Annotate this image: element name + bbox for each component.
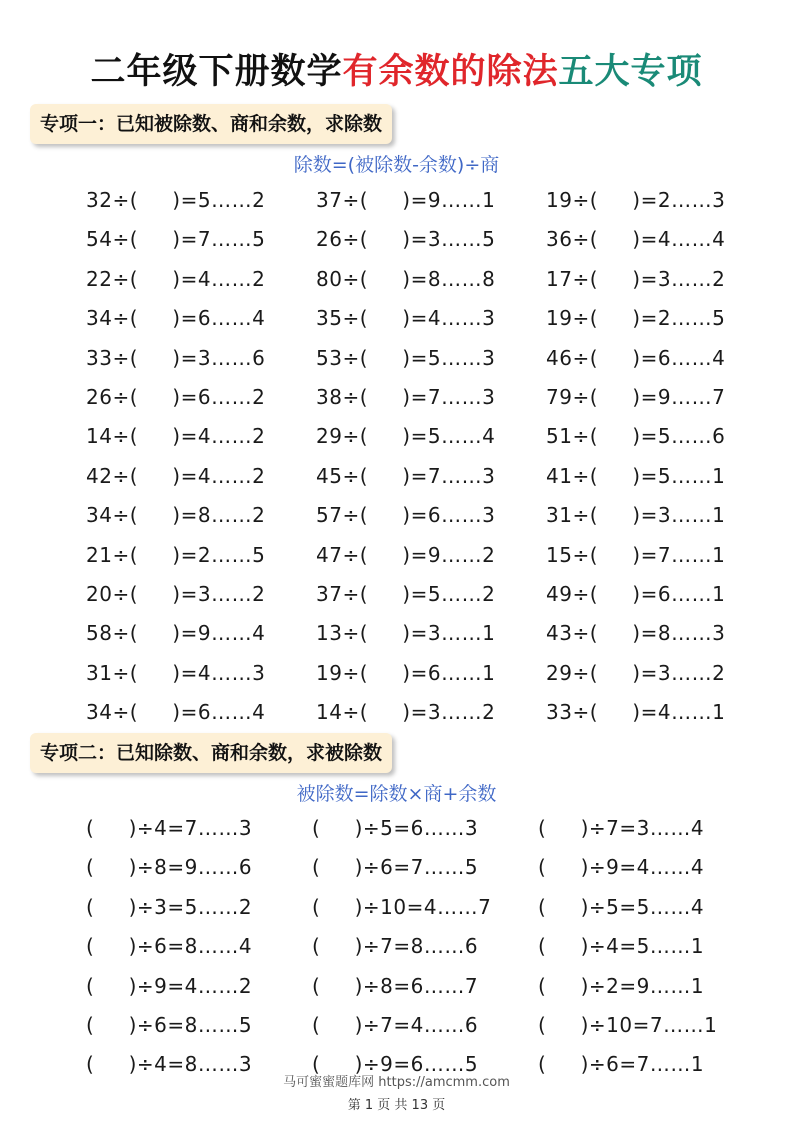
problem-item: ( )÷6=8……4: [86, 934, 253, 959]
problem-item: 41÷( )=5……1: [546, 463, 726, 488]
problem-item: 33÷( )=4……1: [546, 700, 726, 725]
problem-item: ( )÷8=6……7: [312, 973, 479, 998]
problem-item: ( )÷7=3……4: [538, 816, 705, 840]
problem-item: ( )÷2=9……1: [538, 973, 705, 998]
problem-item: 36÷( )=4……4: [546, 227, 726, 252]
problem-item: 46÷( )=6……4: [546, 345, 726, 370]
problem-item: 19÷( )=6……1: [316, 660, 496, 685]
problem-item: ( )÷7=8……6: [312, 934, 479, 959]
problem-item: ( )÷9=6……5: [312, 1052, 479, 1077]
problem-item: ( )÷10=4……7: [312, 894, 492, 919]
problem-item: 37÷( )=9……1: [316, 188, 496, 212]
problem-item: 21÷( )=2……5: [86, 542, 266, 567]
problem-item: ( )÷4=8……3: [86, 1052, 253, 1077]
problem-item: 19÷( )=2……3: [546, 188, 726, 212]
problem-item: ( )÷5=6……3: [312, 816, 479, 840]
problem-item: 33÷( )=3……6: [86, 345, 266, 370]
problem-item: ( )÷9=4……4: [538, 855, 705, 880]
problem-item: ( )÷3=5……2: [86, 894, 253, 919]
problem-item: ( )÷7=4……6: [312, 1013, 479, 1037]
problem-item: 37÷( )=5……2: [316, 582, 496, 606]
problem-row: [0, 543, 793, 573]
problem-item: 29÷( )=5……4: [316, 424, 496, 449]
problem-item: 47÷( )=9……2: [316, 542, 496, 567]
problem-item: ( )÷6=7……1: [538, 1052, 705, 1077]
problem-item: 53÷( )=5……3: [316, 345, 496, 370]
problem-item: 15÷( )=7……1: [546, 542, 726, 567]
title-part-topic: 有余数的除法: [342, 51, 559, 92]
problem-row: [0, 346, 793, 376]
problem-row: [0, 855, 793, 885]
problem-item: 58÷( )=9……4: [86, 621, 266, 646]
problem-item: 13÷( )=3……1: [316, 621, 496, 646]
problem-item: 26÷( )=6……2: [86, 385, 266, 409]
problem-item: 19÷( )=2……5: [546, 306, 726, 331]
problem-row: [0, 934, 793, 964]
section1-label: 专项一：已知被除数、商和余数，求除数: [30, 104, 392, 144]
problem-row: [0, 895, 793, 925]
problem-item: ( )÷8=9……6: [86, 855, 253, 880]
problem-row: [0, 974, 793, 1004]
problem-row: [0, 816, 793, 846]
problem-item: 79÷( )=9……7: [546, 385, 726, 409]
problem-item: ( )÷5=5……4: [538, 894, 705, 919]
problem-row: [0, 267, 793, 297]
problem-item: 29÷( )=3……2: [546, 660, 726, 685]
title-part-grade: 二年级下册数学: [90, 51, 343, 92]
problem-item: 31÷( )=3……1: [546, 503, 726, 528]
problem-item: ( )÷4=5……1: [538, 934, 705, 959]
problem-item: 32÷( )=5……2: [86, 188, 266, 212]
section2-formula: 被除数=除数×商+余数: [296, 783, 497, 805]
section1-formula: 除数=(被除数-余数)÷商: [293, 154, 500, 176]
problem-item: 38÷( )=7……3: [316, 385, 496, 409]
problem-row: [0, 227, 793, 257]
problem-item: 14÷( )=3……2: [316, 700, 496, 725]
problem-row: [0, 1013, 793, 1043]
problem-item: 57÷( )=6……3: [316, 503, 496, 528]
problem-item: 49÷( )=6……1: [546, 582, 726, 606]
problem-item: 26÷( )=3……5: [316, 227, 496, 252]
problem-row: [0, 424, 793, 454]
problem-item: 42÷( )=4……2: [86, 463, 266, 488]
problem-item: 31÷( )=4……3: [86, 660, 266, 685]
problem-row: [0, 188, 793, 218]
problem-row: [0, 621, 793, 651]
problem-row: [0, 582, 793, 612]
title-part-specials: 五大专项: [558, 51, 703, 92]
page-title: [0, 44, 793, 94]
problem-item: ( )÷10=7……1: [538, 1013, 718, 1037]
problem-item: 45÷( )=7……3: [316, 463, 496, 488]
problem-item: 43÷( )=8……3: [546, 621, 726, 646]
problem-item: 34÷( )=6……4: [86, 306, 266, 331]
problem-item: 80÷( )=8……8: [316, 266, 496, 291]
problem-row: [0, 700, 793, 730]
problem-item: 22÷( )=4……2: [86, 266, 266, 291]
problem-item: 35÷( )=4……3: [316, 306, 496, 331]
problem-item: ( )÷6=8……5: [86, 1013, 253, 1037]
problem-row: [0, 385, 793, 415]
problem-item: 34÷( )=8……2: [86, 503, 266, 528]
problem-item: 51÷( )=5……6: [546, 424, 726, 449]
problem-row: [0, 464, 793, 494]
problem-item: 20÷( )=3……2: [86, 582, 266, 606]
section2-label: 专项二：已知除数、商和余数，求被除数: [30, 733, 392, 773]
footer-page-number: 第 1 页 共 13 页: [347, 1098, 446, 1113]
problem-item: 34÷( )=6……4: [86, 700, 266, 725]
problem-item: ( )÷9=4……2: [86, 973, 253, 998]
problem-item: 17÷( )=3……2: [546, 266, 726, 291]
problem-row: [0, 661, 793, 691]
problem-item: 14÷( )=4……2: [86, 424, 266, 449]
footer-site: 马可蜜蜜题库网 https://amcmm.com: [283, 1075, 510, 1090]
problem-row: [0, 503, 793, 533]
problem-item: ( )÷4=7……3: [86, 816, 253, 840]
problem-item: ( )÷6=7……5: [312, 855, 479, 880]
problem-row: [0, 306, 793, 336]
problem-item: 54÷( )=7……5: [86, 227, 266, 252]
